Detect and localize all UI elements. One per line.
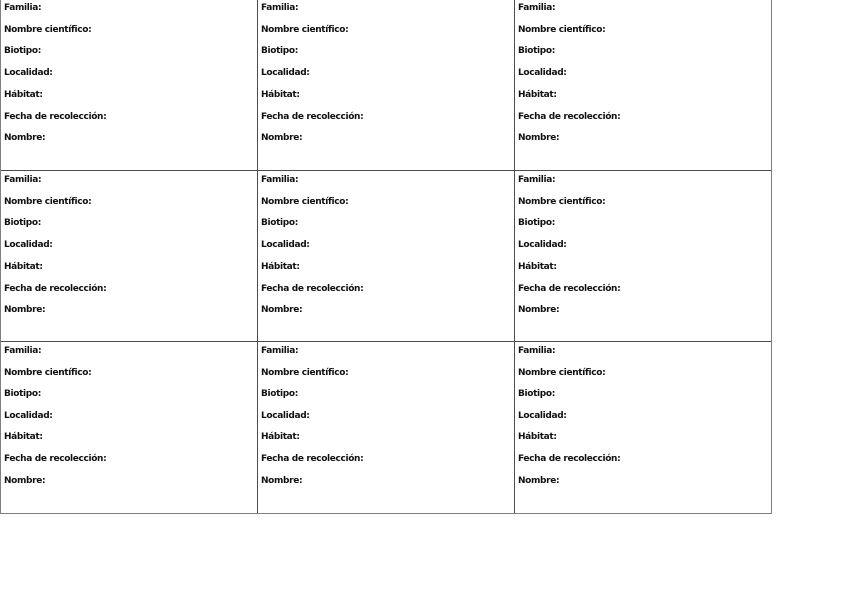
- label-row: [1, 341, 771, 513]
- nombre-cientifico-field: Nombre científico:: [518, 197, 606, 207]
- specimen-label-card: [1, 0, 257, 170]
- specimen-label-card: [1, 342, 257, 513]
- nombre-cientifico-field: Nombre científico:: [261, 197, 349, 207]
- specimen-label-card: [514, 171, 771, 342]
- habitat-field: Hábitat:: [518, 432, 557, 442]
- specimen-label-card: [257, 342, 514, 513]
- nombre-cientifico-field: Nombre científico:: [261, 368, 349, 378]
- localidad-field: Localidad:: [261, 68, 310, 78]
- fecha-recoleccion-field: Fecha de recolección:: [261, 112, 364, 122]
- specimen-label-card: [514, 0, 771, 170]
- nombre-field: Nombre:: [261, 476, 303, 486]
- nombre-field: Nombre:: [261, 305, 303, 315]
- nombre-field: Nombre:: [4, 476, 46, 486]
- familia-field: Familia:: [4, 346, 42, 356]
- habitat-field: Hábitat:: [261, 90, 300, 100]
- nombre-field: Nombre:: [518, 305, 560, 315]
- fecha-recoleccion-field: Fecha de recolección:: [4, 112, 107, 122]
- label-row: [1, 0, 771, 170]
- localidad-field: Localidad:: [518, 240, 567, 250]
- localidad-field: Localidad:: [4, 240, 53, 250]
- localidad-field: Localidad:: [518, 411, 567, 421]
- nombre-field: Nombre:: [4, 305, 46, 315]
- familia-field: Familia:: [261, 3, 299, 13]
- habitat-field: Hábitat:: [518, 262, 557, 272]
- localidad-field: Localidad:: [261, 240, 310, 250]
- habitat-field: Hábitat:: [4, 90, 43, 100]
- familia-field: Familia:: [518, 346, 556, 356]
- biotipo-field: Biotipo:: [261, 389, 298, 399]
- nombre-cientifico-field: Nombre científico:: [4, 25, 92, 35]
- nombre-cientifico-field: Nombre científico:: [4, 197, 92, 207]
- fecha-recoleccion-field: Fecha de recolección:: [261, 284, 364, 294]
- fecha-recoleccion-field: Fecha de recolección:: [518, 284, 621, 294]
- familia-field: Familia:: [518, 175, 556, 185]
- nombre-field: Nombre:: [261, 133, 303, 143]
- biotipo-field: Biotipo:: [518, 389, 555, 399]
- nombre-field: Nombre:: [518, 133, 560, 143]
- biotipo-field: Biotipo:: [4, 218, 41, 228]
- nombre-cientifico-field: Nombre científico:: [518, 25, 606, 35]
- familia-field: Familia:: [4, 3, 42, 13]
- familia-field: Familia:: [261, 175, 299, 185]
- biotipo-field: Biotipo:: [4, 46, 41, 56]
- biotipo-field: Biotipo:: [261, 218, 298, 228]
- familia-field: Familia:: [518, 3, 556, 13]
- nombre-cientifico-field: Nombre científico:: [4, 368, 92, 378]
- habitat-field: Hábitat:: [4, 432, 43, 442]
- habitat-field: Hábitat:: [518, 90, 557, 100]
- localidad-field: Localidad:: [518, 68, 567, 78]
- familia-field: Familia:: [4, 175, 42, 185]
- nombre-cientifico-field: Nombre científico:: [518, 368, 606, 378]
- biotipo-field: Biotipo:: [518, 218, 555, 228]
- specimen-label-card: [1, 171, 257, 342]
- biotipo-field: Biotipo:: [518, 46, 555, 56]
- fecha-recoleccion-field: Fecha de recolección:: [518, 454, 621, 464]
- localidad-field: Localidad:: [4, 68, 53, 78]
- biotipo-field: Biotipo:: [4, 389, 41, 399]
- habitat-field: Hábitat:: [4, 262, 43, 272]
- label-row: [1, 170, 771, 342]
- biotipo-field: Biotipo:: [261, 46, 298, 56]
- fecha-recoleccion-field: Fecha de recolección:: [518, 112, 621, 122]
- localidad-field: Localidad:: [261, 411, 310, 421]
- fecha-recoleccion-field: Fecha de recolección:: [261, 454, 364, 464]
- specimen-label-card: [514, 342, 771, 513]
- habitat-field: Hábitat:: [261, 262, 300, 272]
- familia-field: Familia:: [261, 346, 299, 356]
- fecha-recoleccion-field: Fecha de recolección:: [4, 454, 107, 464]
- specimen-label-card: [257, 171, 514, 342]
- fecha-recoleccion-field: Fecha de recolección:: [4, 284, 107, 294]
- specimen-label-card: [257, 0, 514, 170]
- habitat-field: Hábitat:: [261, 432, 300, 442]
- nombre-field: Nombre:: [4, 133, 46, 143]
- localidad-field: Localidad:: [4, 411, 53, 421]
- nombre-cientifico-field: Nombre científico:: [261, 25, 349, 35]
- nombre-field: Nombre:: [518, 476, 560, 486]
